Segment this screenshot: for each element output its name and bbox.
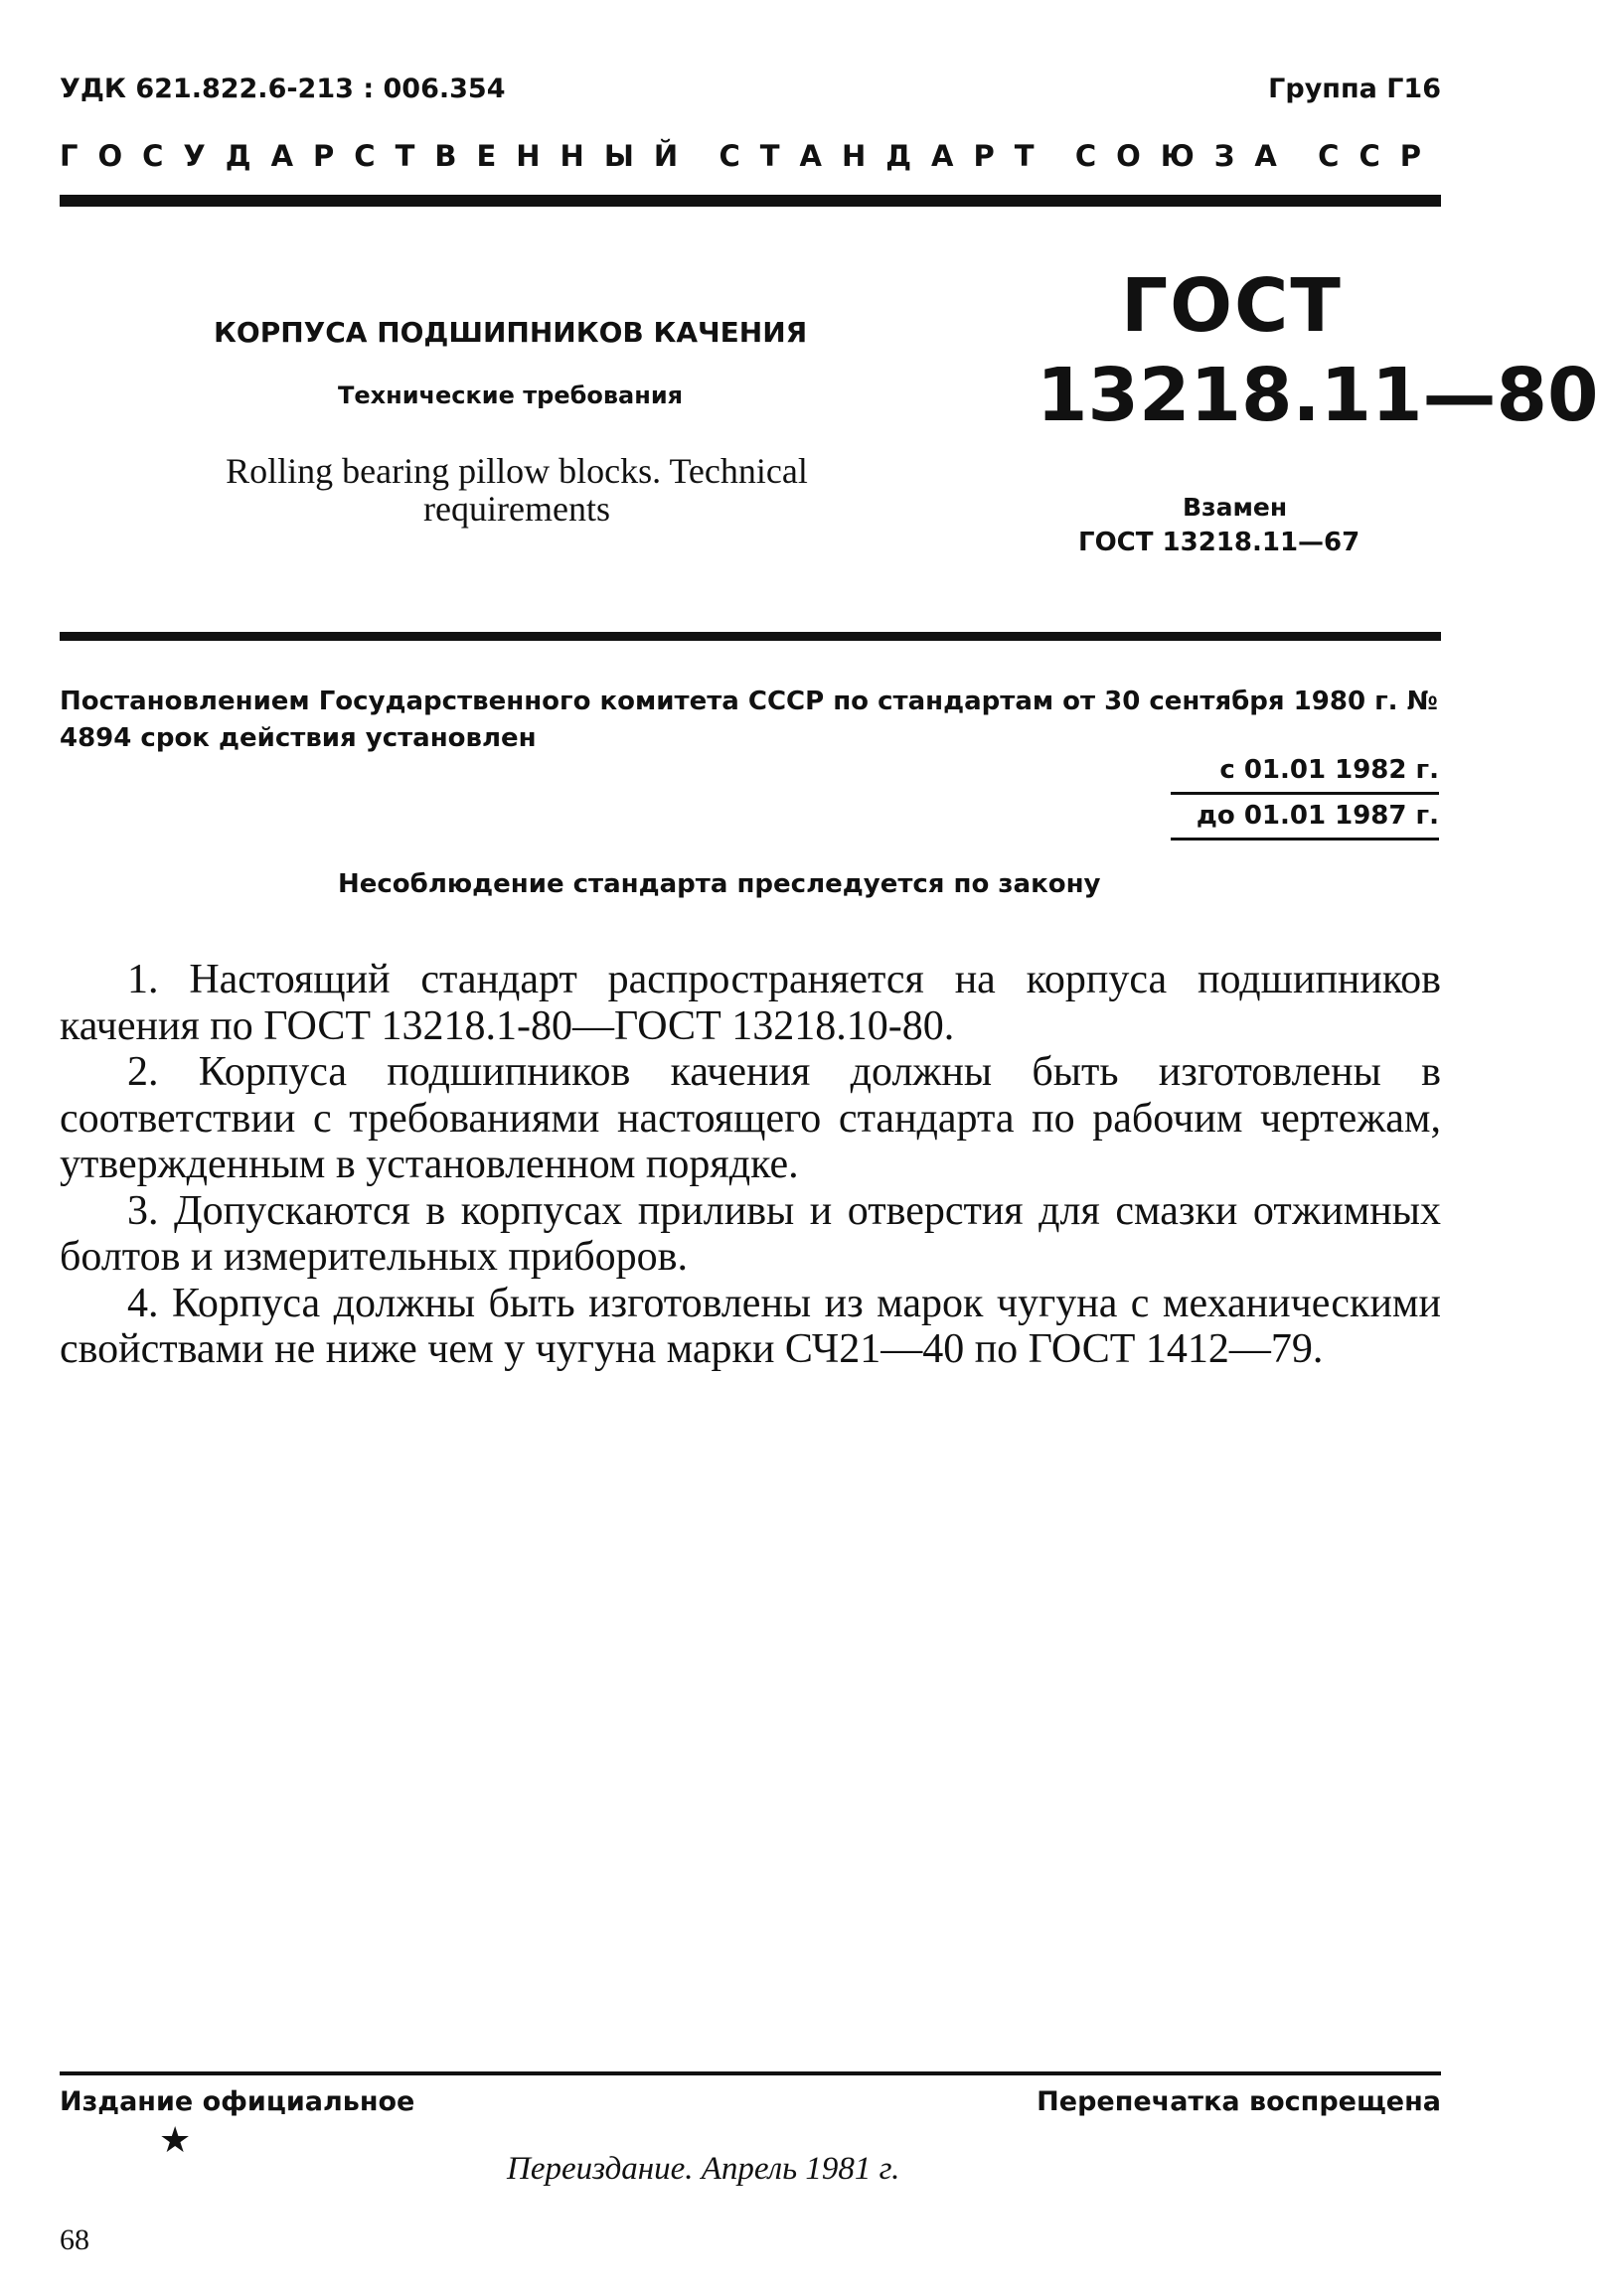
date-underline [1171, 792, 1439, 795]
state-standard-heading [60, 139, 1441, 173]
group-code: Группа Г16 [1268, 74, 1441, 104]
reissue-note: Переиздание. Апрель 1981 г. [507, 2151, 900, 2187]
paragraph: 2. Корпуса подшипников качения должны быть изготовлены в соответствии с требованиями настоящего стандарта по рабочим чертежам, утвержденным в установленном порядке. [60, 1049, 1441, 1187]
validity-date-from: с 01.01 1982 г. [1219, 755, 1439, 785]
official-edition-label: Издание официальное [60, 2086, 415, 2117]
gost-label: ГОСТ [1121, 263, 1343, 349]
date-underline [1171, 838, 1439, 841]
body-text [60, 957, 1441, 1373]
star-icon: ★ [159, 2120, 192, 2160]
document-subtitle: Технические требования [338, 382, 684, 409]
state-standard-word-2: СТАНДАРТ [719, 139, 1054, 173]
paragraph: 1. Настоящий стандарт распространяется на корпуса подшипников качения по ГОСТ 13218.1-80—ГОСТ 13218.10-80. [60, 957, 1441, 1049]
replaces-label: Взамен [1183, 493, 1288, 522]
reprint-prohibited-label: Перепечатка воспрещена [1037, 2086, 1441, 2117]
english-title: Rolling bearing pillow blocks. Technical requirements [226, 451, 808, 529]
state-standard-word-3: СОЮЗА [1074, 139, 1297, 173]
replaces-number: ГОСТ 13218.11—67 [1078, 528, 1360, 557]
decree-text: Постановлением Государственного комитета СССР по стандартам от 30 сентября 1980 г. № 4894 срок действия установлен [60, 687, 1438, 753]
paragraph: 4. Корпуса должны быть изготовлены из марок чугуна с механическими свойствами не ниже чем у чугуна марки СЧ21—40 по ГОСТ 1412—79. [60, 1280, 1441, 1372]
paragraph: 3. Допускаются в корпусах приливы и отверстия для смазки отжимных болтов и измерительных приборов. [60, 1187, 1441, 1280]
page-number: 68 [60, 2223, 89, 2256]
gost-number: 13218.11—80 [1037, 353, 1599, 438]
document-title: КОРПУСА ПОДШИПНИКОВ КАЧЕНИЯ [214, 316, 808, 349]
state-standard-word-4: ССР [1318, 139, 1441, 173]
validity-date-to: до 01.01 1987 г. [1196, 801, 1439, 831]
state-standard-word-1: ГОСУДАРСТВЕННЫЙ [60, 139, 699, 173]
law-notice: Несоблюдение стандарта преследуется по закону [338, 869, 1101, 899]
footer-rule [60, 2071, 1441, 2075]
title-block-rule [60, 632, 1441, 641]
header-rule [60, 195, 1441, 207]
udk-code: УДК 621.822.6-213 : 006.354 [60, 74, 506, 104]
